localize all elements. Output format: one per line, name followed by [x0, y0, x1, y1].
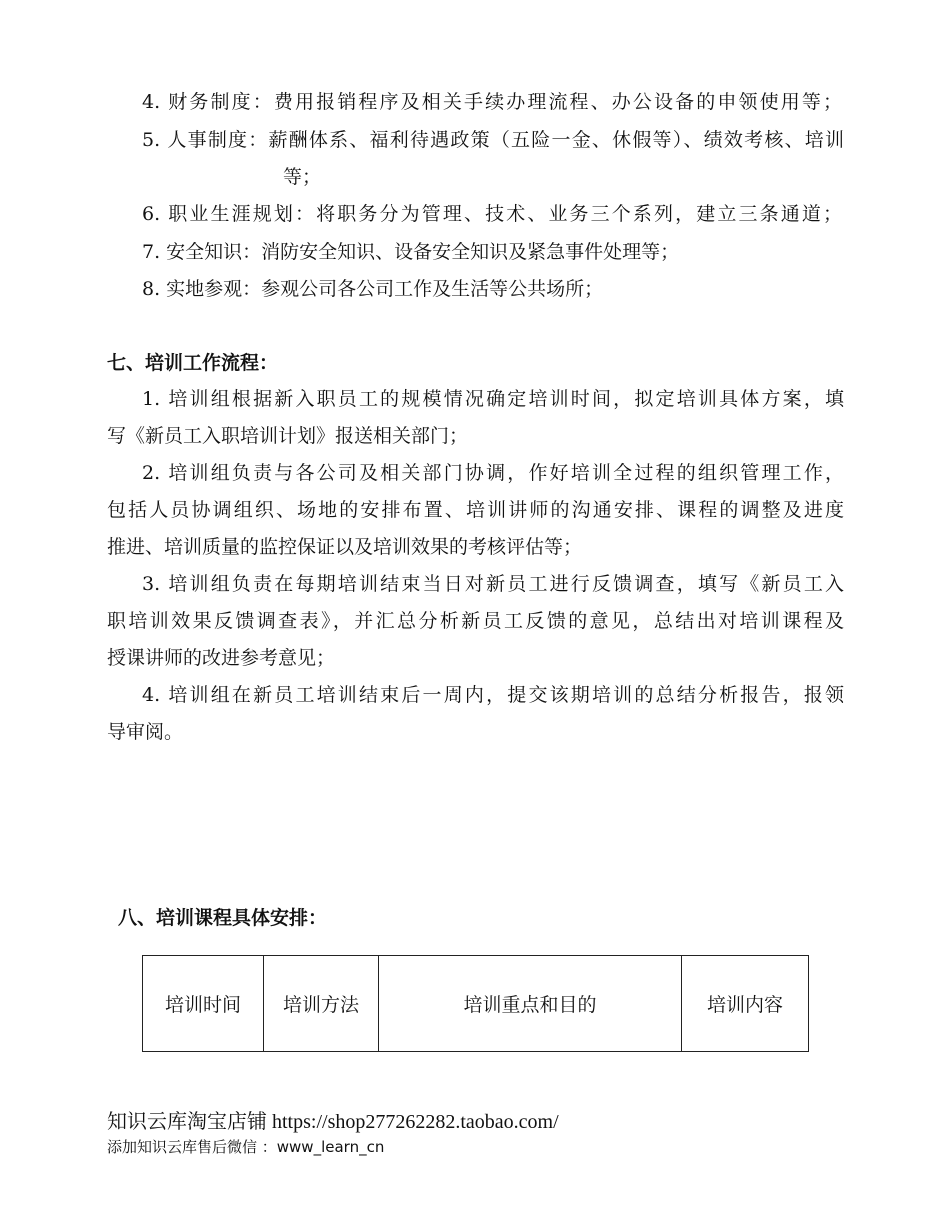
list-item-hr: 5. 人事制度：薪酬体系、福利待遇政策（五险一金、休假等）、绩效考核、培训: [142, 129, 844, 151]
list-item-site-visit: 8. 实地参观：参观公司各公司工作及生活等公共场所；: [142, 278, 604, 300]
section-7-para-4-line-1: 4. 培训组在新员工培训结束后一周内，提交该期培训的总结分析报告，报领: [142, 684, 844, 706]
table-header-training-time: 培训时间: [143, 956, 264, 1052]
section-7-para-3-line-3: 授课讲师的改进参考意见；: [107, 647, 336, 669]
table-header-training-focus: 培训重点和目的: [379, 956, 682, 1052]
list-item-career: 6. 职业生涯规划：将职务分为管理、技术、业务三个系列，建立三条通道；: [142, 203, 842, 225]
table-header-row: [143, 956, 809, 1052]
section-7-para-1-line-2: 写《新员工入职培训计划》报送相关部门；: [107, 425, 469, 447]
section-7-para-2-line-3: 推进、培训质量的监控保证以及培训效果的考核评估等；: [107, 536, 583, 558]
section-7-heading: 七、培训工作流程：: [107, 352, 279, 374]
section-8-heading: 八、培训课程具体安排：: [118, 907, 328, 929]
list-item-safety: 7. 安全知识：消防安全知识、设备安全知识及紧急事件处理等；: [142, 241, 680, 263]
section-7-para-4-line-2: 导审阅。: [107, 721, 184, 743]
table-header-training-method: 培训方法: [264, 956, 379, 1052]
section-7-para-2-line-1: 2. 培训组负责与各公司及相关部门协调，作好培训全过程的组织管理工作，: [142, 462, 844, 484]
training-schedule-table: [142, 955, 809, 1052]
list-item-hr-continuation: 等；: [283, 166, 322, 188]
section-7-para-2-line-2: 包括人员协调组织、场地的安排布置、培训讲师的沟通安排、课程的调整及进度: [107, 499, 844, 521]
section-7-para-1-line-1: 1. 培训组根据新入职员工的规模情况确定培训时间，拟定培训具体方案，填: [142, 388, 844, 410]
list-item-finance: 4. 财务制度：费用报销程序及相关手续办理流程、办公设备的申领使用等；: [142, 91, 842, 113]
section-7-para-3-line-2: 职培训效果反馈调查表》，并汇总分析新员工反馈的意见，总结出对培训课程及: [107, 610, 844, 632]
table-header-training-content: 培训内容: [682, 956, 809, 1052]
footer-shop-link: 知识云库淘宝店铺 https://shop277262282.taobao.com/: [107, 1111, 559, 1133]
footer-wechat: 添加知识云库售后微信 ：www_learn_cn: [107, 1138, 385, 1156]
section-7-para-3-line-1: 3. 培训组负责在每期培训结束当日对新员工进行反馈调查，填写《新员工入: [142, 573, 844, 595]
